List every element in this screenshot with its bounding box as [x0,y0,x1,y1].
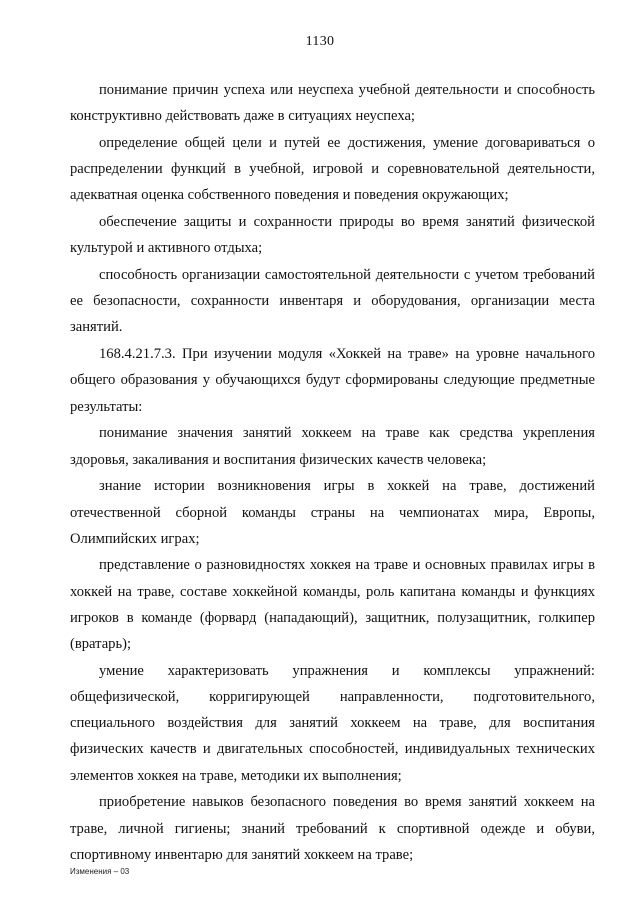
document-body [70,77,595,868]
paragraph-1: понимание причин успеха или неуспеха учебной деятельности и способность конструктивно действовать даже в ситуациях неуспеха; [70,82,595,125]
paragraph-7: знание истории возникновения игры в хоккей на траве, достижений отечественной сборной команды страны на чемпионатах мира, Европы, Олимпийских играх; [70,478,595,547]
paragraph-9: умение характеризовать упражнения и комплексы упражнений: общефизической, корригирующей направленности, подготовительного, специального воздействия для занятий хоккеем на траве, для воспитания физических качеств и двигательных способностей, индивидуальных технических элементов хоккея на траве, методики их выполнения; [70,662,595,784]
paragraph-10: приобретение навыков безопасного поведения во время занятий хоккеем на траве, личной гигиены; знаний требований к спортивной одежде и обуви, спортивному инвентарю для занятий хоккеем на траве; [70,794,595,863]
paragraph-8: представление о разновидностях хоккея на траве и основных правилах игры в хоккей на траве, составе хоккейной команды, роль капитана команды и функциях игроков в команде (форвард (нападающий), защитник, полузащитник, голкипер (вратарь); [70,557,595,653]
paragraph-2: определение общей цели и путей ее достижения, умение договариваться о распределении функций в учебной, игровой и соревновательной деятельности, адекватная оценка собственного поведения и поведения окружающих; [70,134,595,204]
footer-revision-note: Изменения – 03 [70,867,130,876]
page-number: 1130 [305,34,335,49]
paragraph-5-section-168-4-21-7-3: 168.4.21.7.3. При изучении модуля «Хоккей на траве» на уровне начального общего образования у обучающихся будут сформированы следующие предметные результаты: [70,346,595,415]
paragraph-3: обеспечение защиты и сохранности природы во время занятий физической культурой и активного отдыха; [70,214,595,257]
paragraph-4: способность организации самостоятельной деятельности с учетом требований ее безопасности, сохранности инвентаря и оборудования, организации места занятий. [70,267,595,336]
paragraph-6: понимание значения занятий хоккеем на траве как средства укрепления здоровья, закаливания и воспитания физических качеств человека; [70,425,595,468]
